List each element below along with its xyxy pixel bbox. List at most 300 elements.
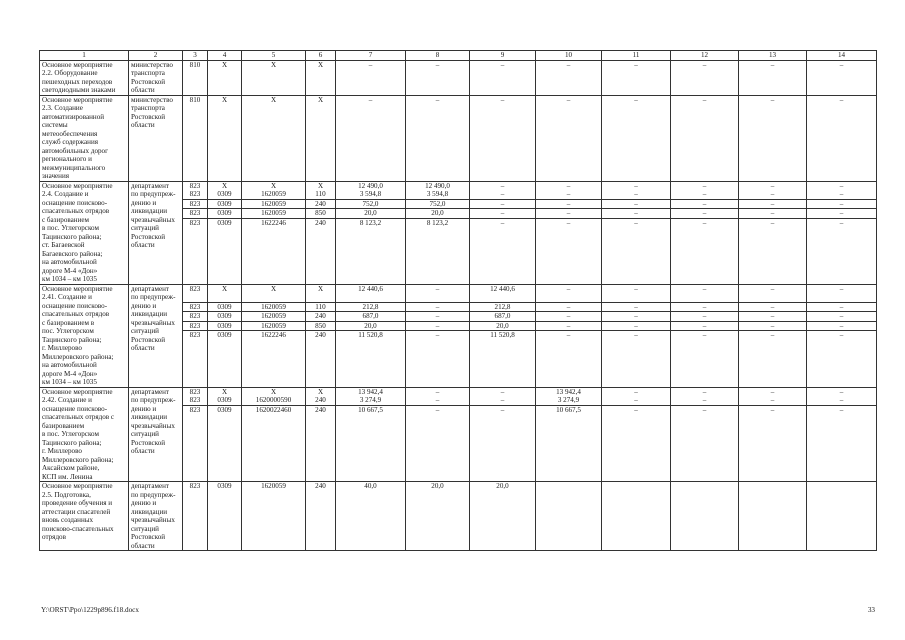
- activity-title-cell: Основное мероприятие 2.42. Создание и оснащение поисково- спасательных отрядов с базированием в пос. Углегорском Тацинского района; г. Миллерово Миллеровского района; Аксайском районе, КСП им. Ленина: [40, 387, 129, 482]
- value-line: –: [634, 218, 638, 227]
- value-line: [807, 293, 876, 303]
- value-line: –: [470, 396, 535, 406]
- column-number-4: 4: [208, 51, 242, 61]
- value-line: –: [839, 405, 844, 414]
- value-line: 20,0: [496, 482, 509, 490]
- value-cell-col-4: [208, 60, 242, 95]
- column-number-10: 10: [536, 51, 602, 61]
- value-cell-col-8: [406, 181, 470, 284]
- value-line: –: [839, 181, 844, 190]
- value-line: –: [470, 190, 535, 200]
- value-line: 40,0: [364, 482, 377, 490]
- value-line: –: [702, 387, 707, 396]
- value-cell-col-9: [470, 181, 536, 284]
- value-cell-col-12: [671, 181, 739, 284]
- activity-title-cell: Основное мероприятие 2.41. Создание и оснащение поисково- спасательных отрядов с базированием в пос. Углегорском Тацинского района; г. Миллерово Миллеровского района; на автомобильной дороге М-4 «Дон» км 1034 – км 1035: [40, 284, 129, 387]
- column-number-header-row: [40, 51, 877, 61]
- executor-cell: департамент по предупреж- дению и ликвидации чрезвычайных ситуаций Ростовской области: [129, 387, 183, 482]
- value-line: 20,0: [406, 209, 469, 219]
- value-cell-col-9: [470, 284, 536, 387]
- value-line: –: [602, 312, 670, 322]
- value-cell-col-5: [242, 387, 306, 482]
- value-cell-col-8: [406, 95, 470, 181]
- value-line: –: [435, 284, 440, 293]
- value-cell-col-10: [536, 95, 602, 181]
- value-cell-col-6: [306, 95, 336, 181]
- value-line: –: [368, 95, 373, 104]
- column-number-2: 2: [129, 51, 183, 61]
- value-line: –: [807, 303, 876, 313]
- value-line: –: [807, 396, 876, 406]
- value-cell-col-6: [306, 482, 336, 551]
- value-line: –: [702, 405, 707, 414]
- value-cell-col-7: [336, 60, 406, 95]
- value-cell-col-11: [602, 95, 671, 181]
- value-line: –: [435, 387, 440, 396]
- value-line: 823: [189, 331, 201, 339]
- value-line: [306, 293, 335, 303]
- value-line: –: [566, 95, 571, 104]
- value-line: –: [671, 322, 738, 332]
- value-cell-col-8: [406, 284, 470, 387]
- value-line: [536, 482, 601, 491]
- value-line: –: [500, 60, 505, 69]
- value-line: 823: [183, 312, 207, 322]
- value-line: 823: [183, 396, 207, 406]
- value-line: 823: [183, 200, 207, 210]
- value-cell-col-9: [470, 482, 536, 551]
- value-line: 1620059: [242, 322, 305, 332]
- table-row: [40, 181, 877, 284]
- value-cell-col-13: [739, 482, 807, 551]
- value-line: 850: [306, 209, 335, 219]
- value-line: –: [807, 190, 876, 200]
- value-cell-col-5: [242, 284, 306, 387]
- value-cell-col-10: [536, 387, 602, 482]
- value-cell-col-4: [208, 284, 242, 387]
- value-line: –: [406, 303, 469, 313]
- value-line: –: [602, 322, 670, 332]
- value-line: 823: [189, 181, 201, 190]
- value-cell-col-5: [242, 482, 306, 551]
- value-line: 3 594,8: [406, 190, 469, 200]
- value-line: –: [566, 60, 571, 69]
- value-cell-col-6: [306, 60, 336, 95]
- value-line: –: [602, 190, 670, 200]
- value-line: 1620059: [242, 312, 305, 322]
- value-line: –: [536, 303, 601, 313]
- value-cell-col-9: [470, 60, 536, 95]
- value-cell-col-13: [739, 95, 807, 181]
- value-cell-col-14: [807, 387, 877, 482]
- value-line: –: [634, 387, 638, 396]
- value-cell-col-13: [739, 387, 807, 482]
- value-line: 12 490,0: [425, 181, 450, 190]
- column-number-12: 12: [671, 51, 739, 61]
- value-cell-col-7: [336, 284, 406, 387]
- value-cell-col-8: [406, 60, 470, 95]
- value-line: 240: [315, 331, 326, 339]
- value-line: 687,0: [470, 312, 535, 322]
- value-line: –: [807, 200, 876, 210]
- value-line: –: [839, 387, 844, 396]
- value-line: 10 667,5: [556, 405, 581, 414]
- value-line: 0309: [208, 312, 241, 322]
- column-number-7: 7: [336, 51, 406, 61]
- value-cell-col-13: [739, 60, 807, 95]
- value-line: 240: [306, 396, 335, 406]
- value-cell-col-13: [739, 284, 807, 387]
- value-line: –: [770, 331, 775, 339]
- value-line: –: [770, 60, 775, 69]
- value-line: 1620059: [261, 482, 286, 490]
- value-line: X: [221, 95, 228, 104]
- value-line: 12 490,0: [358, 181, 383, 190]
- value-line: 1620059: [242, 200, 305, 210]
- value-cell-col-10: [536, 482, 602, 551]
- value-line: 240: [315, 218, 326, 227]
- value-line: –: [536, 200, 601, 210]
- value-line: –: [702, 181, 707, 190]
- value-line: 8 123,2: [426, 218, 449, 227]
- value-line: –: [566, 284, 571, 293]
- value-line: –: [406, 322, 469, 332]
- value-line: –: [602, 303, 670, 313]
- value-line: –: [634, 181, 638, 190]
- value-cell-col-7: [336, 95, 406, 181]
- value-line: [739, 293, 806, 303]
- value-line: 20,0: [336, 209, 405, 219]
- value-line: 0309: [208, 303, 241, 313]
- table-row: [40, 482, 877, 551]
- value-line: –: [536, 322, 601, 332]
- value-line: [602, 293, 670, 303]
- value-line: –: [435, 95, 440, 104]
- value-cell-col-14: [807, 181, 877, 284]
- value-line: X: [270, 181, 277, 190]
- value-line: –: [536, 312, 601, 322]
- value-cell-col-11: [602, 284, 671, 387]
- value-line: 10 667,5: [358, 405, 383, 414]
- value-line: –: [839, 95, 844, 104]
- value-line: 0309: [208, 190, 241, 200]
- value-line: –: [602, 200, 670, 210]
- value-line: –: [671, 396, 738, 406]
- value-cell-col-3: [183, 95, 208, 181]
- value-line: –: [739, 396, 806, 406]
- table-row: [40, 60, 877, 95]
- value-cell-col-8: [406, 387, 470, 482]
- value-line: [336, 293, 405, 303]
- value-line: 687,0: [336, 312, 405, 322]
- value-cell-col-4: [208, 181, 242, 284]
- value-line: 1620059: [242, 190, 305, 200]
- value-line: X: [317, 95, 324, 104]
- value-cell-col-8: [406, 482, 470, 551]
- value-line: –: [500, 218, 505, 227]
- value-line: [671, 293, 738, 303]
- value-line: –: [839, 331, 844, 339]
- value-cell-col-10: [536, 181, 602, 284]
- value-line: X: [221, 60, 228, 69]
- executor-cell: департамент по предупреж- дению и ликвидации чрезвычайных ситуаций Ростовской области: [129, 482, 183, 551]
- value-line: [406, 293, 469, 303]
- value-line: 13 942,4: [358, 387, 383, 396]
- value-line: [536, 293, 601, 303]
- value-line: 850: [306, 322, 335, 332]
- value-line: –: [500, 387, 505, 396]
- value-line: 1620000590: [242, 396, 305, 406]
- value-line: 1620059: [242, 303, 305, 313]
- activity-title-cell: Основное мероприятие 2.2. Оборудование пешеходных переходов светодиодными знаками: [40, 60, 129, 95]
- value-line: X: [270, 387, 277, 396]
- value-line: X: [221, 284, 228, 293]
- value-line: –: [702, 218, 707, 227]
- value-line: –: [566, 218, 571, 227]
- value-cell-col-11: [602, 60, 671, 95]
- value-line: –: [536, 190, 601, 200]
- value-line: X: [317, 284, 324, 293]
- value-cell-col-6: [306, 284, 336, 387]
- value-line: 0309: [217, 482, 232, 490]
- value-line: 8 123,2: [359, 218, 382, 227]
- value-line: 823: [189, 218, 201, 227]
- value-cell-col-14: [807, 482, 877, 551]
- value-line: –: [807, 312, 876, 322]
- value-line: –: [602, 396, 670, 406]
- value-line: 212,8: [470, 303, 535, 313]
- column-number-3: 3: [183, 51, 208, 61]
- value-line: 823: [189, 284, 201, 293]
- value-line: 12 440,6: [358, 284, 383, 293]
- value-line: [671, 482, 738, 491]
- value-line: 11 520,8: [358, 331, 383, 339]
- value-line: 0309: [208, 200, 241, 210]
- value-line: X: [270, 95, 277, 104]
- value-line: 1620022460: [255, 405, 292, 414]
- budget-table: [39, 50, 877, 551]
- value-cell-col-11: [602, 482, 671, 551]
- value-line: –: [634, 405, 638, 414]
- value-line: 823: [189, 387, 201, 396]
- value-line: 13 942,4: [556, 387, 581, 396]
- value-line: 810: [189, 60, 201, 69]
- value-line: –: [702, 95, 707, 104]
- value-cell-col-12: [671, 482, 739, 551]
- value-line: 823: [183, 209, 207, 219]
- column-number-9: 9: [470, 51, 536, 61]
- value-line: [602, 482, 670, 491]
- value-line: X: [270, 284, 277, 293]
- value-line: 3 274,9: [536, 396, 601, 406]
- value-line: –: [770, 405, 775, 414]
- value-cell-col-10: [536, 284, 602, 387]
- value-line: 0309: [208, 322, 241, 332]
- column-number-11: 11: [602, 51, 671, 61]
- value-line: –: [634, 60, 638, 69]
- value-cell-col-11: [602, 181, 671, 284]
- value-line: –: [807, 209, 876, 219]
- value-cell-col-11: [602, 387, 671, 482]
- value-cell-col-3: [183, 284, 208, 387]
- value-line: –: [500, 405, 505, 414]
- value-line: –: [839, 218, 844, 227]
- value-line: 240: [306, 312, 335, 322]
- value-cell-col-6: [306, 387, 336, 482]
- value-line: –: [406, 312, 469, 322]
- value-line: 11 520,8: [490, 331, 515, 339]
- value-line: –: [500, 95, 505, 104]
- value-line: –: [739, 190, 806, 200]
- value-line: –: [739, 312, 806, 322]
- value-line: –: [634, 284, 638, 293]
- column-number-8: 8: [406, 51, 470, 61]
- value-line: 752,0: [336, 200, 405, 210]
- value-cell-col-3: [183, 387, 208, 482]
- column-number-14: 14: [807, 51, 877, 61]
- value-line: 823: [189, 482, 201, 490]
- executor-cell: министерство транспорта Ростовской области: [129, 95, 183, 181]
- value-cell-col-4: [208, 387, 242, 482]
- value-line: –: [566, 331, 571, 339]
- value-line: –: [671, 200, 738, 210]
- value-line: 110: [306, 190, 335, 200]
- value-line: 823: [189, 405, 201, 414]
- value-line: –: [739, 322, 806, 332]
- value-line: –: [671, 312, 738, 322]
- value-cell-col-5: [242, 95, 306, 181]
- value-line: –: [435, 331, 440, 339]
- value-line: 823: [183, 190, 207, 200]
- value-line: –: [566, 181, 571, 190]
- value-line: –: [839, 60, 844, 69]
- activity-title-cell: Основное мероприятие 2.3. Создание автоматизированной системы метеообеспечения служб содержания автомобильных дорог регионального и межмуниципального значения: [40, 95, 129, 181]
- value-line: –: [702, 331, 707, 339]
- value-line: 20,0: [431, 482, 444, 490]
- value-line: –: [770, 284, 775, 293]
- value-line: 752,0: [406, 200, 469, 210]
- value-line: –: [634, 331, 638, 339]
- value-line: [470, 293, 535, 303]
- value-line: [807, 482, 876, 491]
- value-line: –: [770, 181, 775, 190]
- value-line: –: [435, 60, 440, 69]
- activity-title-cell: Основное мероприятие 2.5. Подготовка, проведение обучения и аттестации спасателей вновь созданных поисково-спасательных отрядов: [40, 482, 129, 551]
- value-cell-col-14: [807, 60, 877, 95]
- value-line: 1622246: [261, 331, 286, 339]
- column-number-13: 13: [739, 51, 807, 61]
- value-line: 240: [315, 405, 326, 414]
- value-line: –: [368, 60, 373, 69]
- value-line: 0309: [217, 218, 232, 227]
- value-line: [739, 482, 806, 491]
- value-cell-col-9: [470, 95, 536, 181]
- value-cell-col-4: [208, 482, 242, 551]
- value-line: –: [470, 209, 535, 219]
- value-line: 1622246: [261, 218, 286, 227]
- document-file-path: Y:\ORST\Ppo\1229p896.f18.docx: [41, 606, 139, 614]
- value-line: –: [671, 190, 738, 200]
- value-line: –: [634, 95, 638, 104]
- value-cell-col-3: [183, 482, 208, 551]
- value-line: –: [536, 209, 601, 219]
- value-line: 240: [315, 482, 326, 490]
- executor-cell: департамент по предупреж- дению и ликвидации чрезвычайных ситуаций Ростовской области: [129, 181, 183, 284]
- value-cell-col-12: [671, 60, 739, 95]
- page-number: 33: [867, 606, 875, 614]
- value-line: –: [702, 60, 707, 69]
- column-number-6: 6: [306, 51, 336, 61]
- value-line: 240: [306, 200, 335, 210]
- value-line: –: [770, 387, 775, 396]
- value-line: –: [807, 322, 876, 332]
- value-line: 810: [189, 95, 201, 104]
- value-cell-col-12: [671, 387, 739, 482]
- value-line: 3 594,8: [336, 190, 405, 200]
- table-row: [40, 387, 877, 482]
- value-cell-col-7: [336, 181, 406, 284]
- activity-title-cell: Основное мероприятие 2.4. Создание и оснащение поисково- спасательных отрядов с базированием в пос. Углегорском Тацинского района; ст. Багаевской Багаевского района; на автомобильной дороге М-4 «Дон» км 1034 – км 1035: [40, 181, 129, 284]
- value-line: –: [770, 218, 775, 227]
- value-line: X: [317, 60, 324, 69]
- value-line: –: [470, 200, 535, 210]
- value-cell-col-3: [183, 181, 208, 284]
- value-cell-col-14: [807, 284, 877, 387]
- value-line: 823: [183, 303, 207, 313]
- value-line: 110: [306, 303, 335, 313]
- value-line: –: [671, 303, 738, 313]
- value-line: X: [221, 181, 228, 190]
- value-line: –: [406, 396, 469, 406]
- value-cell-col-5: [242, 60, 306, 95]
- value-line: 0309: [217, 331, 232, 339]
- value-line: X: [221, 387, 228, 396]
- value-line: 20,0: [470, 322, 535, 332]
- table-row: [40, 95, 877, 181]
- value-cell-col-4: [208, 95, 242, 181]
- value-line: X: [270, 60, 277, 69]
- value-cell-col-3: [183, 60, 208, 95]
- value-line: –: [739, 200, 806, 210]
- value-line: [183, 293, 207, 303]
- value-cell-col-13: [739, 181, 807, 284]
- value-line: –: [671, 209, 738, 219]
- value-cell-col-12: [671, 95, 739, 181]
- value-line: 0309: [208, 396, 241, 406]
- value-cell-col-9: [470, 387, 536, 482]
- value-line: –: [602, 209, 670, 219]
- value-line: –: [435, 405, 440, 414]
- column-number-5: 5: [242, 51, 306, 61]
- value-line: [208, 293, 241, 303]
- value-line: –: [770, 95, 775, 104]
- value-line: –: [500, 181, 505, 190]
- table-row: [40, 284, 877, 387]
- value-line: 1620059: [242, 209, 305, 219]
- value-line: 212,8: [336, 303, 405, 313]
- column-number-1: 1: [40, 51, 129, 61]
- value-line: –: [702, 284, 707, 293]
- value-line: –: [739, 303, 806, 313]
- value-cell-col-5: [242, 181, 306, 284]
- executor-cell: департамент по предупреж- дению и ликвидации чрезвычайных ситуаций Ростовской области: [129, 284, 183, 387]
- value-line: –: [839, 284, 844, 293]
- value-cell-col-7: [336, 387, 406, 482]
- value-line: –: [739, 209, 806, 219]
- value-line: X: [317, 181, 324, 190]
- value-cell-col-14: [807, 95, 877, 181]
- value-line: 12 440,6: [490, 284, 515, 293]
